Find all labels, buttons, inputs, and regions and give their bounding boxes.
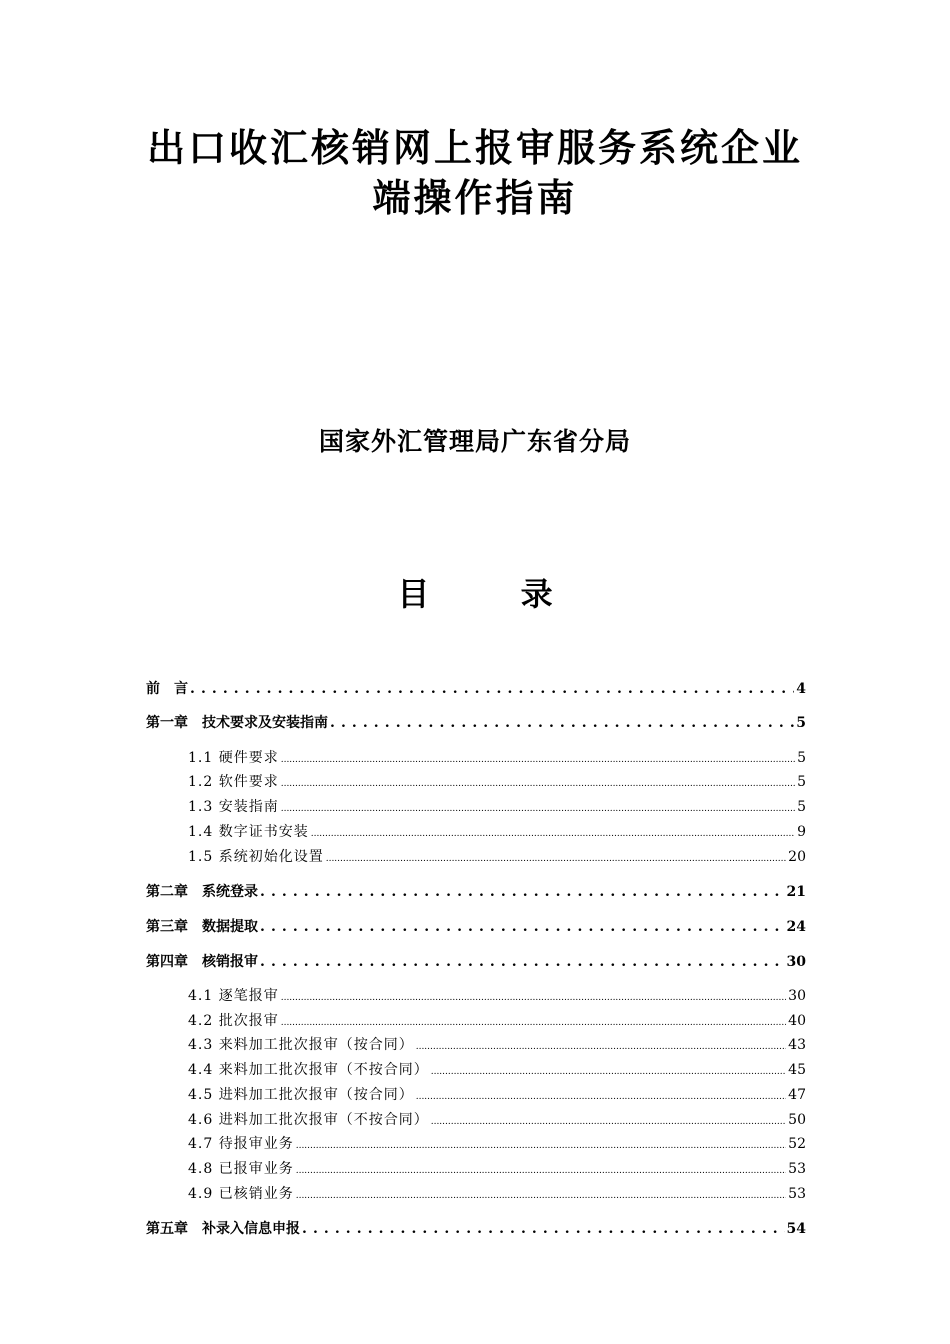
toc-dot-leader [302, 1218, 785, 1240]
toc-chapter-entry[interactable] [146, 712, 806, 734]
toc-entry-page-number: 20 [788, 849, 806, 865]
toc-section-entry[interactable] [188, 796, 806, 818]
toc-entry-label: 4.1 逐笔报审 [188, 988, 279, 1004]
toc-entry-label: 第三章 数据提取 [146, 919, 258, 935]
toc-section-entry[interactable] [188, 846, 806, 868]
issuing-agency: 国家外汇管理局广东省分局 [318, 427, 631, 456]
toc-section-entry[interactable] [188, 771, 806, 793]
toc-entry-label: 4.2 批次报审 [188, 1013, 279, 1029]
toc-dot-leader [431, 1109, 786, 1131]
toc-dot-leader [416, 1034, 786, 1056]
toc-dot-leader [260, 881, 785, 903]
toc-heading: 目 录 [397, 575, 593, 613]
toc-entry-label: 1.2 软件要求 [188, 774, 279, 790]
toc-chapter-entry[interactable] [146, 678, 806, 700]
document-title-line-2: 端操作指南 [372, 175, 578, 220]
toc-section-entry[interactable] [188, 1034, 806, 1056]
toc-section-entry[interactable] [188, 1133, 806, 1155]
toc-entry-label: 4.5 进料加工批次报审（按合同） [188, 1087, 414, 1103]
toc-dot-leader [260, 951, 785, 973]
toc-entry-label: 4.6 进料加工批次报审（不按合同） [188, 1112, 429, 1128]
toc-dot-leader [296, 1183, 786, 1205]
toc-section-entry[interactable] [188, 1109, 806, 1131]
toc-dot-leader [281, 985, 786, 1007]
document-title-line-1: 出口收汇核销网上报审服务系统企业 [146, 125, 803, 170]
toc-entry-page-number: 9 [797, 824, 806, 840]
toc-entry-label: 1.4 数字证书安装 [188, 824, 309, 840]
toc-dot-leader [296, 1133, 786, 1155]
toc-entry-page-number: 47 [788, 1087, 806, 1103]
toc-entry-label: 4.8 已报审业务 [188, 1161, 294, 1177]
toc-section-entry[interactable] [188, 821, 806, 843]
toc-entry-page-number: 54 [786, 1221, 806, 1237]
toc-entry-page-number: 4 [796, 681, 806, 697]
toc-entry-page-number: 43 [788, 1037, 806, 1053]
toc-dot-leader [260, 916, 785, 938]
toc-entry-page-number: 30 [788, 988, 806, 1004]
toc-dot-leader [431, 1059, 786, 1081]
toc-entry-label: 前 言 [146, 681, 188, 697]
toc-entry-label: 4.7 待报审业务 [188, 1136, 294, 1152]
toc-dot-leader [281, 771, 795, 793]
toc-entry-page-number: 45 [788, 1062, 806, 1078]
toc-entry-page-number: 21 [786, 884, 806, 900]
toc-entry-label: 4.9 已核销业务 [188, 1186, 294, 1202]
toc-section-entry[interactable] [188, 747, 806, 769]
toc-chapter-entry[interactable] [146, 951, 806, 973]
toc-entry-label: 第四章 核销报审 [146, 954, 258, 970]
toc-entry-page-number: 24 [786, 919, 806, 935]
toc-dot-leader [296, 1158, 786, 1180]
toc-entry-page-number: 53 [788, 1161, 806, 1177]
toc-section-entry[interactable] [188, 1183, 806, 1205]
toc-entry-page-number: 5 [797, 799, 806, 815]
toc-entry-label: 4.4 来料加工批次报审（不按合同） [188, 1062, 429, 1078]
toc-dot-leader [281, 1010, 786, 1032]
toc-dot-leader [190, 678, 794, 700]
toc-entry-label: 1.1 硬件要求 [188, 750, 279, 766]
toc-dot-leader [330, 712, 794, 734]
toc-entry-page-number: 30 [786, 954, 806, 970]
toc-section-entry[interactable] [188, 1158, 806, 1180]
toc-dot-leader [281, 747, 795, 769]
toc-entry-label: 1.5 系统初始化设置 [188, 849, 324, 865]
toc-entry-page-number: 5 [796, 715, 806, 731]
toc-dot-leader [311, 821, 795, 843]
toc-entry-page-number: 52 [788, 1136, 806, 1152]
toc-entry-label: 1.3 安装指南 [188, 799, 279, 815]
toc-entry-label: 第一章 技术要求及安装指南 [146, 715, 328, 731]
toc-entry-page-number: 53 [788, 1186, 806, 1202]
toc-entry-label: 第五章 补录入信息申报 [146, 1221, 300, 1237]
toc-entry-label: 第二章 系统登录 [146, 884, 258, 900]
toc-entry-label: 4.3 来料加工批次报审（按合同） [188, 1037, 414, 1053]
toc-entry-page-number: 5 [797, 750, 806, 766]
toc-entry-page-number: 40 [788, 1013, 806, 1029]
toc-dot-leader [281, 796, 795, 818]
toc-dot-leader [416, 1084, 786, 1106]
toc-chapter-entry[interactable] [146, 881, 806, 903]
toc-chapter-entry[interactable] [146, 1218, 806, 1240]
toc-section-entry[interactable] [188, 1059, 806, 1081]
toc-section-entry[interactable] [188, 1010, 806, 1032]
toc-entry-page-number: 50 [788, 1112, 806, 1128]
toc-dot-leader [326, 846, 786, 868]
toc-section-entry[interactable] [188, 985, 806, 1007]
toc-chapter-entry[interactable] [146, 916, 806, 938]
toc-section-entry[interactable] [188, 1084, 806, 1106]
toc-entry-page-number: 5 [797, 774, 806, 790]
